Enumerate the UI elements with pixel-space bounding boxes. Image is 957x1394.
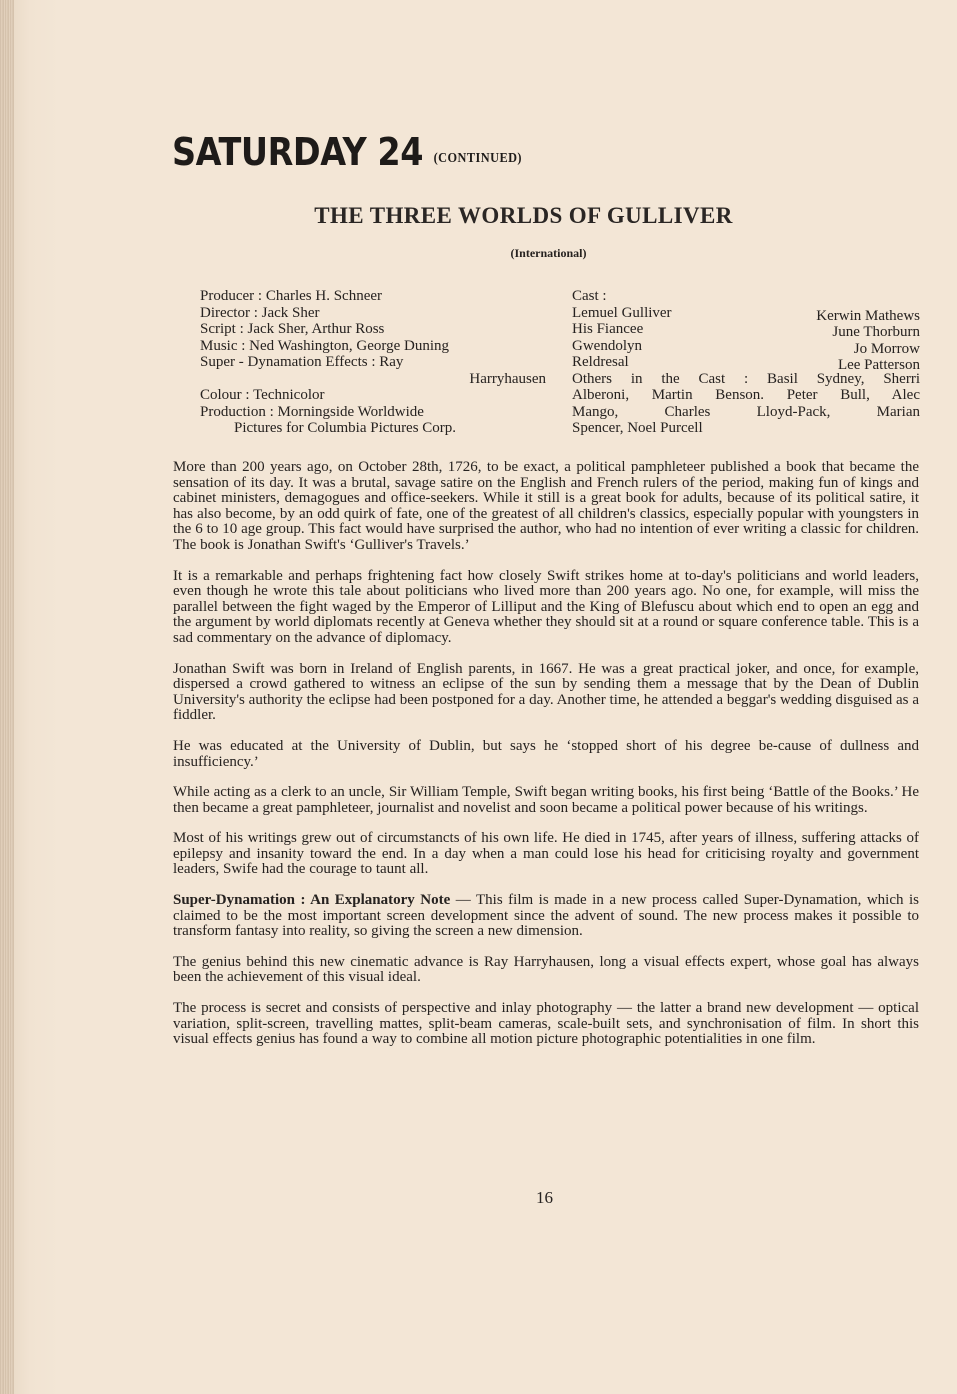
credit-production: Production : Morningside Worldwide bbox=[200, 403, 424, 420]
film-distributor: (International) bbox=[510, 246, 587, 260]
paragraph: The genius behind this new cinematic advance is Ray Harryhausen, long a visual effects expert, whose goal has always been the achievement of this visual ideal. bbox=[173, 953, 919, 986]
paragraph: While acting as a clerk to an uncle, Sir William Temple, Swift began writing books, his first being ‘Battle of the Books.’ He then became a great pamphleteer, journalist and novelist and soon became a political power because of his writings. bbox=[173, 784, 919, 816]
credit-music: Music : Ned Washington, George Duning bbox=[200, 337, 450, 354]
credit-director: Director : Jack Sher bbox=[200, 304, 320, 321]
cast-role: His Fiancee bbox=[572, 321, 644, 337]
cast-row bbox=[572, 321, 920, 338]
explanatory-note-text: — This film is made in a new process called Super-Dynamation, which is claimed to be the most important screen development since the advent of sound. The new process makes it possible to transform fantasy into reality, so giving the screen a new dimension. bbox=[173, 892, 920, 940]
cast-block bbox=[572, 288, 920, 437]
credit-production-cont: Pictures for Columbia Pictures Corp. bbox=[234, 420, 457, 436]
cast-row bbox=[572, 305, 920, 322]
cast-actor: Lee Patterson bbox=[837, 357, 920, 373]
paragraph: The process is secret and consists of perspective and inlay photography — the latter a brand new development — optical variation, split-screen, travelling mattes, split-beam cameras, scale-built sets, and synchronisation of film. In short this visual effects genius has found a way to combine all motion picture photographic potentialities in one film. bbox=[173, 1000, 919, 1048]
credit-effects-cont: Harryhausen bbox=[469, 370, 546, 387]
paragraph: It is a remarkable and perhaps frightening fact how closely Swift strikes home at to-day's politicians and world leaders, even though he wrote this tale about politicians who lived more than 200 years ago. No one, for example, will miss the parallel between the fight waged by the Emperor of Lilliput and the King of Blefuscu about which end to open an egg and the argument by world diplomats recently at Geneva whether they should sit at a round or square conference table. This is a sad commentary on the advance of diplomacy. bbox=[173, 567, 919, 646]
continued-label: (CONTINUED) bbox=[433, 151, 522, 166]
others-in-cast-line: Alberoni, Martin Benson. Peter Bull, Alec bbox=[572, 387, 920, 403]
cast-role: Lemuel Gulliver bbox=[572, 304, 672, 321]
others-in-cast-line: Spencer, Noel Purcell bbox=[572, 420, 703, 436]
paragraph bbox=[173, 893, 919, 940]
day-heading bbox=[172, 130, 522, 174]
cast-row bbox=[572, 354, 920, 371]
paragraph: Jonathan Swift was born in Ireland of English parents, in 1667. He was a great practical joker, and once, for example, dispersed a crowd gathered to witness an eclipse of the sun by sending them a message that by the Dean of Dublin University's authority the eclipse had been postponed for a day. Another time, he attended a beggar's wedding disguised as a fiddler. bbox=[173, 660, 919, 724]
paragraph: More than 200 years ago, on October 28th, 1726, to be exact, a political pamphleteer published a book that became the sensation of its day. It was a brutal, savage satire on the English and French rulers of the period, making fun of kings and cabinet ministers, demagogues and office-seekers. While it still is a great book for adults, because of its political satire, it has also become, by an odd quirk of fate, one of the greatest of all children's classics, especially popular with youngsters in the 6 to 10 age group. This fact would have surprised the author, who had no intention of ever writing a classic for children. The book is Jonathan Swift's ‘Gulliver's Travels.’ bbox=[173, 459, 919, 553]
cast-actor: Kerwin Mathews bbox=[816, 307, 920, 324]
explanatory-note-lead: Super-Dynamation : An Explanatory Note bbox=[173, 892, 451, 909]
cast-actor: Jo Morrow bbox=[853, 340, 920, 357]
cast-row bbox=[572, 338, 920, 355]
others-in-cast-line: Others in the Cast : Basil Sydney, Sherri bbox=[572, 370, 920, 387]
film-title: THE THREE WORLDS OF GULLIVER bbox=[314, 203, 733, 228]
paragraph: Most of his writings grew out of circumstancts of his own life. He died in 1745, after years of illness, suffering attacks of epilepsy and insanity toward the end. In a day when a man could lose his head for criticising royalty and government leaders, Swife had the courage to taunt all. bbox=[173, 830, 919, 878]
credit-colour: Colour : Technicolor bbox=[200, 387, 325, 403]
credit-producer: Producer : Charles H. Schneer bbox=[200, 288, 383, 304]
cast-label: Cast : bbox=[572, 288, 607, 304]
cast-actor: June Thorburn bbox=[832, 324, 920, 340]
others-in-cast-line: Mango, Charles Lloyd-Pack, Marian bbox=[572, 403, 920, 420]
credit-script: Script : Jack Sher, Arthur Ross bbox=[200, 321, 385, 337]
page-number: 16 bbox=[536, 1188, 553, 1207]
cast-role: Reldresal bbox=[572, 354, 629, 370]
credit-effects: Super - Dynamation Effects : Ray bbox=[200, 354, 404, 370]
cast-label-row bbox=[572, 288, 920, 305]
article-body bbox=[173, 460, 919, 1063]
paragraph: He was educated at the University of Dublin, but says he ‘stopped short of his degree be-cause of dullness and insufficiency.’ bbox=[173, 737, 919, 770]
day-title: SATURDAY 24 bbox=[172, 130, 424, 174]
cast-role: Gwendolyn bbox=[572, 337, 642, 354]
credits-block bbox=[200, 288, 550, 437]
